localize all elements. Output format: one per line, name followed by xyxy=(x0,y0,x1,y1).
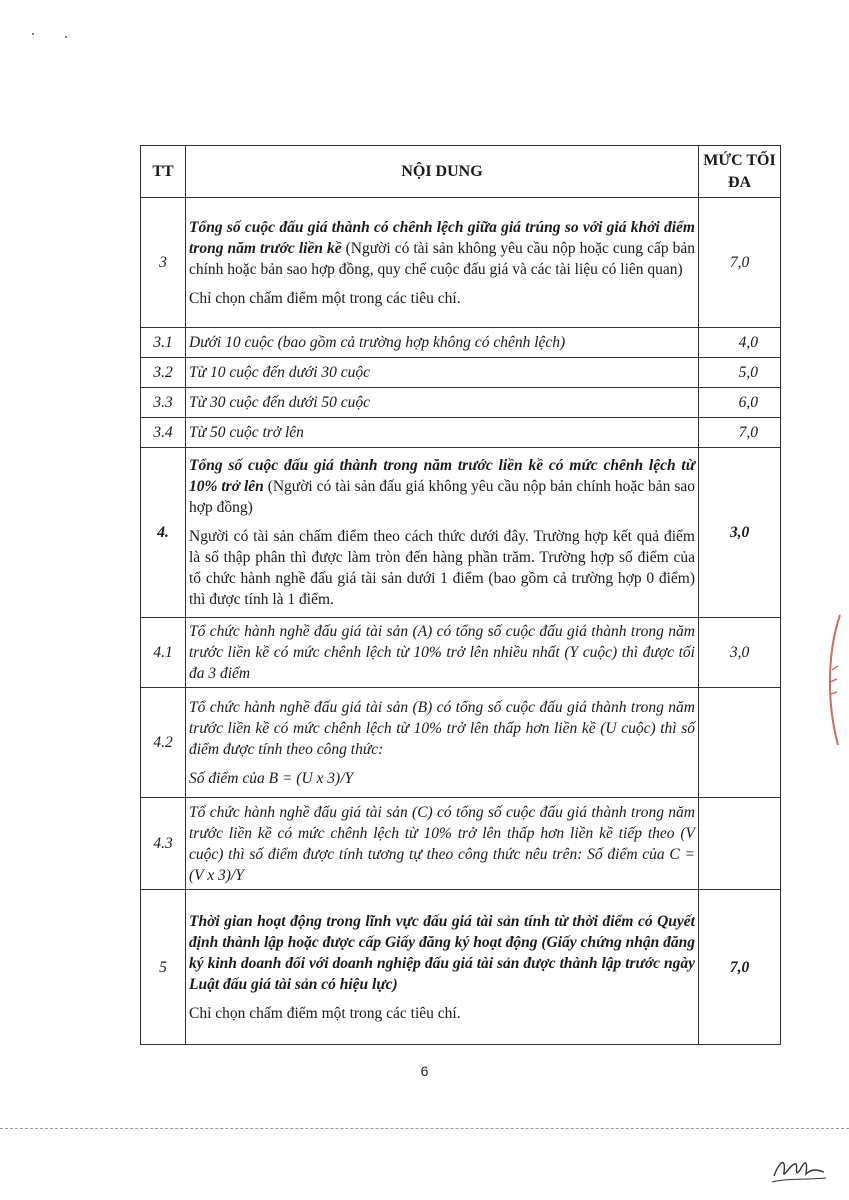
row-note: Người có tài sản chấm điểm theo cách thức dưới đây. Trường hợp kết quả điểm là số thập phân thì được làm tròn đến hàng phần trăm. Trường hợp số điểm của tổ chức hành nghề đấu giá tài sản dưới 1 điểm (bao gồm cả trường hợp 0 điểm) thì được tính là 1 điểm. xyxy=(189,528,695,608)
row-content xyxy=(186,198,699,328)
row-title: Tổng số cuộc đấu giá thành trong năm trước liền kề có mức chênh lệch từ 10% trở lên xyxy=(189,457,695,495)
row-max-score: 6,0 xyxy=(699,388,781,418)
scan-artifact-line xyxy=(0,1128,849,1129)
row-max-score: 5,0 xyxy=(699,358,781,388)
scan-speck-marks xyxy=(30,30,70,40)
table-row xyxy=(141,328,781,358)
row-max-score: 7,0 xyxy=(699,198,781,328)
row-number: 3.4 xyxy=(141,418,186,448)
row-text: Tổ chức hành nghề đấu giá tài sản (A) có tổng số cuộc đấu giá thành trong năm trước liền kề có mức chênh lệch từ 10% trở lên nhiều nhất (Y cuộc) thì được tối đa 3 điểm xyxy=(189,623,695,682)
table-row xyxy=(141,358,781,388)
row-max-score: 4,0 xyxy=(699,328,781,358)
row-note: Chỉ chọn chấm điểm một trong các tiêu chí. xyxy=(189,1004,461,1022)
table-row xyxy=(141,448,781,618)
table-row xyxy=(141,890,781,1045)
row-text: Tổ chức hành nghề đấu giá tài sản (C) có tổng số cuộc đấu giá thành trong năm trước liền kề có mức chênh lệch từ 10% trở lên thấp hơn liền kề tiếp theo (V cuộc) thì số điểm được tính tương tự theo công thức nêu trên: Số điểm của C = (V x 3)/Y xyxy=(189,803,695,884)
red-stamp-fragment xyxy=(818,610,848,750)
row-content: Dưới 10 cuộc (bao gồm cả trường hợp không có chênh lệch) xyxy=(186,328,699,358)
table-row xyxy=(141,688,781,798)
row-number: 5 xyxy=(141,890,186,1045)
row-number: 4.2 xyxy=(141,688,186,798)
header-noi-dung: NỘI DUNG xyxy=(186,146,699,198)
header-tt: TT xyxy=(141,146,186,198)
criteria-table xyxy=(140,145,781,1045)
row-content: Từ 30 cuộc đến dưới 50 cuộc xyxy=(186,388,699,418)
row-max-score: 3,0 xyxy=(699,448,781,618)
row-note: Chỉ chọn chấm điểm một trong các tiêu chí. xyxy=(189,289,461,307)
row-content xyxy=(186,798,699,890)
row-text: (Người có tài sản đấu giá không yêu cầu nộp bản chính hoặc bản sao hợp đồng) xyxy=(189,478,695,516)
row-number: 3 xyxy=(141,198,186,328)
row-text: Tổ chức hành nghề đấu giá tài sản (B) có tổng số cuộc đấu giá thành trong năm trước liền kề có mức chênh lệch từ 10% trở lên thấp hơn liền kề (U cuộc) thì số điểm được tính theo công thức: xyxy=(189,698,695,758)
row-number: 3.1 xyxy=(141,328,186,358)
table-row xyxy=(141,618,781,688)
row-content: Từ 50 cuộc trở lên xyxy=(186,418,699,448)
row-number: 4. xyxy=(141,448,186,618)
page-number: 6 xyxy=(420,1063,429,1079)
row-content xyxy=(186,448,699,618)
row-content: Từ 10 cuộc đến dưới 30 cuộc xyxy=(186,358,699,388)
row-title: Thời gian hoạt động trong lĩnh vực đấu giá tài sản tính từ thời điểm có Quyết định thành lập hoặc được cấp Giấy đăng ký hoạt động (Giấy chứng nhận đăng ký kinh doanh đối với doanh nghiệp đấu giá tài sản được thành lập trước ngày Luật đấu giá tài sản có hiệu lực) xyxy=(189,912,695,993)
row-max-score: 7,0 xyxy=(699,890,781,1045)
row-content xyxy=(186,688,699,798)
signature-initials xyxy=(768,1150,828,1186)
row-number: 3.3 xyxy=(141,388,186,418)
table-row xyxy=(141,798,781,890)
row-content xyxy=(186,890,699,1045)
row-number: 3.2 xyxy=(141,358,186,388)
row-max-score: 7,0 xyxy=(699,418,781,448)
row-max-score xyxy=(699,688,781,798)
table-row xyxy=(141,418,781,448)
row-content xyxy=(186,618,699,688)
row-formula: Số điểm của B = (U x 3)/Y xyxy=(189,769,354,787)
row-title: Tổng số cuộc đấu giá thành có chênh lệch giữa giá trúng so với giá khởi điểm trong năm trước liền kề xyxy=(189,218,695,257)
table-header-row xyxy=(141,146,781,198)
row-max-score xyxy=(699,798,781,890)
row-text: (Người có tài sản không yêu cầu nộp hoặc cung cấp bản chính hoặc bản sao hợp đồng, quy chế cuộc đấu giá và các tài liệu có liên quan) xyxy=(189,239,696,278)
row-number: 4.1 xyxy=(141,618,186,688)
header-muc-toi-da: MỨC TỐI ĐA xyxy=(699,146,781,198)
table-row xyxy=(141,388,781,418)
row-max-score: 3,0 xyxy=(699,618,781,688)
table-row xyxy=(141,198,781,328)
row-number: 4.3 xyxy=(141,798,186,890)
